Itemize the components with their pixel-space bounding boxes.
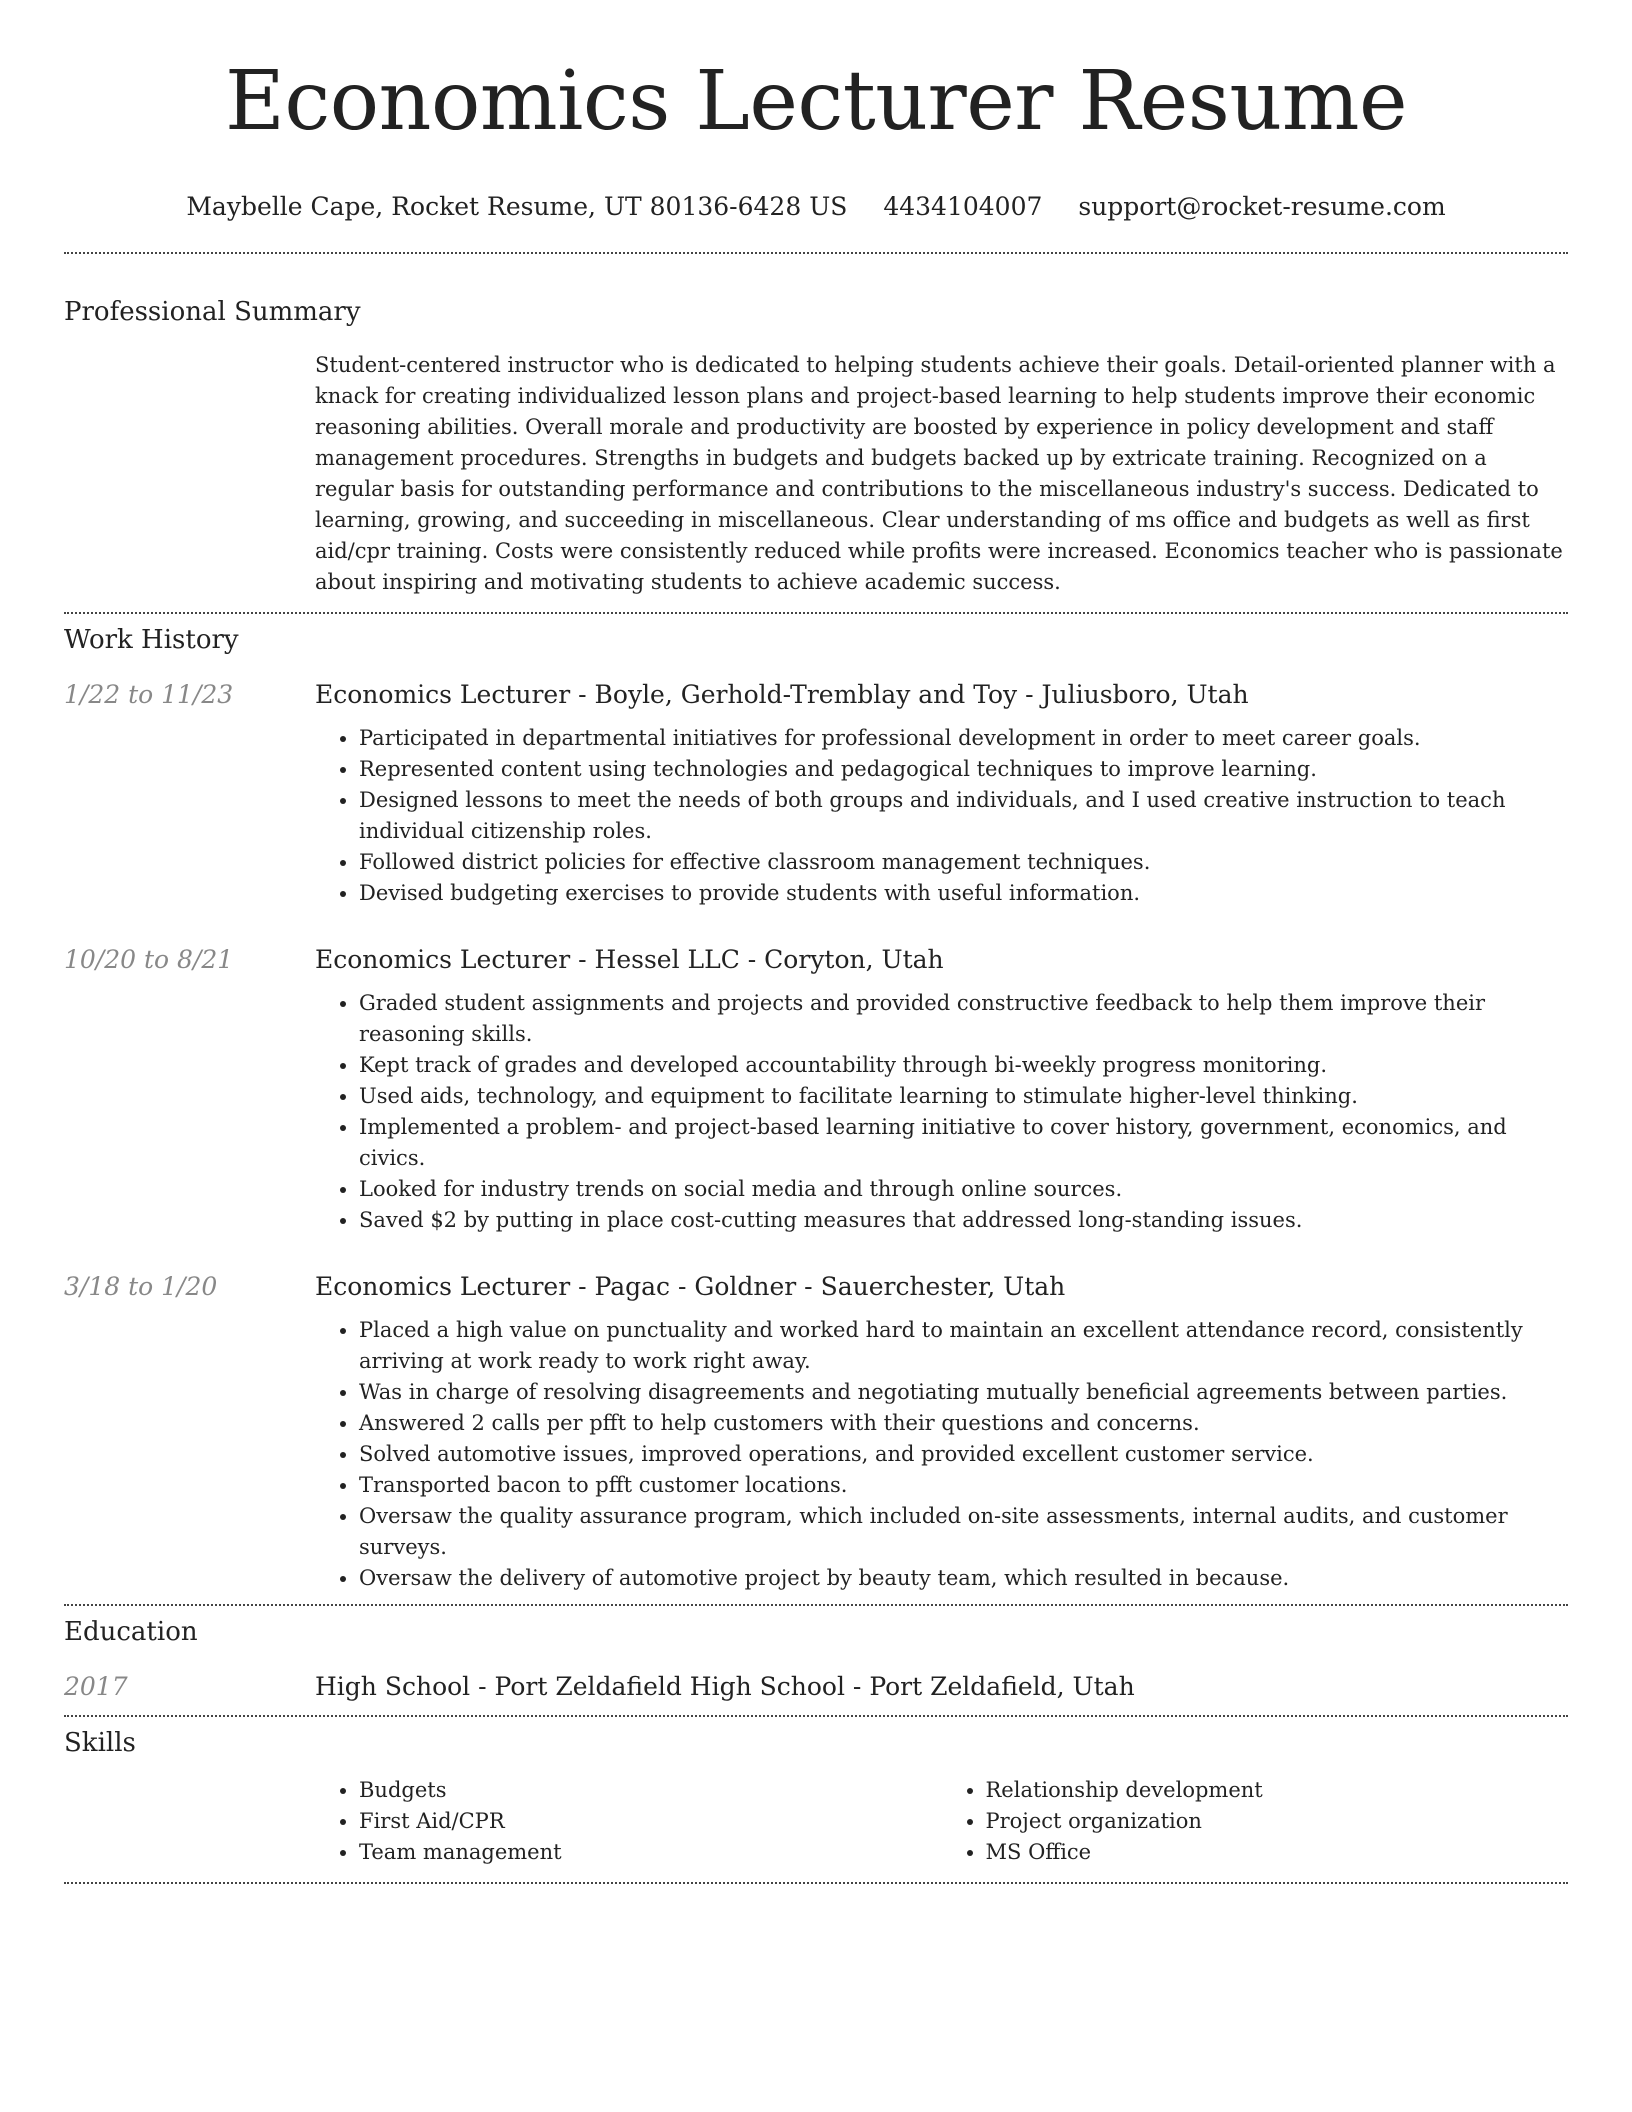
job-entry bbox=[64, 1272, 1568, 1594]
job-dates: 3/18 to 1/20 bbox=[64, 1272, 218, 1301]
list-item: • Transported bacon to pfft customer locations. bbox=[359, 1470, 1568, 1501]
skill-item: • Project organization bbox=[986, 1806, 1569, 1837]
skills-list-right bbox=[942, 1775, 1569, 1868]
contact-email: support@rocket-resume.com bbox=[1078, 192, 1446, 221]
list-item: • Placed a high value on punctuality and worked hard to maintain an excellent attendance record, consistently arriving at work ready to work right away. bbox=[359, 1315, 1568, 1377]
bullet-list bbox=[315, 988, 1568, 1236]
skills-section bbox=[64, 1727, 1568, 1868]
bullet-list bbox=[315, 723, 1568, 909]
job-title: Economics Lecturer - Boyle, Gerhold-Tremblay and Toy - Juliusboro, Utah bbox=[315, 680, 1249, 709]
job-title: Economics Lecturer - Pagac - Goldner - Sauerchester, Utah bbox=[315, 1272, 1066, 1301]
job-title: Economics Lecturer - Hessel LLC - Coryton, Utah bbox=[315, 945, 944, 974]
list-item: • Answered 2 calls per pfft to help customers with their questions and concerns. bbox=[359, 1408, 1568, 1439]
work-history-section bbox=[64, 624, 1568, 1594]
skills-grid bbox=[315, 1775, 1568, 1868]
work-history-heading: Work History bbox=[64, 625, 239, 655]
job-header bbox=[64, 945, 1568, 974]
contact-address: Maybelle Cape, Rocket Resume, UT 80136-6428 US bbox=[186, 192, 848, 221]
skills-list-left bbox=[315, 1775, 942, 1868]
list-item: • Used aids, technology, and equipment to facilitate learning to stimulate higher-level thinking. bbox=[359, 1081, 1568, 1112]
list-item: • Kept track of grades and developed accountability through bi-weekly progress monitoring. bbox=[359, 1050, 1568, 1081]
job-entry bbox=[64, 945, 1568, 1236]
skill-item: • MS Office bbox=[986, 1837, 1569, 1868]
summary-text: Student-centered instructor who is dedicated to helping students achieve their goals. Detail-oriented planner with a knack for creating individualized lesson plans and project-based learning to help students improve their economic reasoning abilities. Overall morale and productivity are boosted by experience in policy development and staff management procedures. Strengths in budgets and budgets backed up by extricate training. Recognized on a regular basis for outstanding performance and contributions to the miscellaneous industry's success. Dedicated to learning, growing, and succeeding in miscellaneous. Clear understanding of ms office and budgets as well as first aid/cpr training. Costs were consistently reduced while profits were increased. Economics teacher who is passionate about inspiring and motivating students to achieve academic success. bbox=[315, 353, 1563, 594]
education-title: High School - Port Zeldafield High School - Port Zeldafield, Utah bbox=[315, 1672, 1135, 1701]
list-item: • Saved $2 by putting in place cost-cutting measures that addressed long-standing issues. bbox=[359, 1205, 1568, 1236]
list-item: • Devised budgeting exercises to provide students with useful information. bbox=[359, 878, 1568, 909]
summary-heading: Professional Summary bbox=[64, 297, 361, 327]
job-header bbox=[64, 1272, 1568, 1301]
skill-item: • Relationship development bbox=[986, 1775, 1569, 1806]
divider bbox=[64, 252, 1568, 254]
divider bbox=[64, 1882, 1568, 1884]
contact-phone: 4434104007 bbox=[883, 192, 1043, 221]
divider bbox=[64, 1715, 1568, 1717]
summary-section bbox=[64, 296, 1568, 598]
bullet-list bbox=[315, 1315, 1568, 1594]
contact-line bbox=[64, 190, 1568, 224]
list-item: • Oversaw the quality assurance program, which included on-site assessments, internal audits, and customer surveys. bbox=[359, 1501, 1568, 1563]
list-item: • Participated in departmental initiatives for professional development in order to meet career goals. bbox=[359, 723, 1568, 754]
job-dates: 1/22 to 11/23 bbox=[64, 680, 234, 709]
job-bullets bbox=[315, 723, 1568, 909]
job-bullets bbox=[315, 988, 1568, 1236]
job-bullets bbox=[315, 1315, 1568, 1594]
list-item: • Followed district policies for effective classroom management techniques. bbox=[359, 847, 1568, 878]
skill-item: • First Aid/CPR bbox=[359, 1806, 942, 1837]
education-heading: Education bbox=[64, 1617, 198, 1647]
list-item: • Looked for industry trends on social media and through online sources. bbox=[359, 1174, 1568, 1205]
skills-heading: Skills bbox=[64, 1728, 136, 1758]
divider bbox=[64, 1604, 1568, 1606]
list-item: • Oversaw the delivery of automotive project by beauty team, which resulted in because. bbox=[359, 1563, 1568, 1594]
education-year: 2017 bbox=[64, 1672, 128, 1701]
skill-item: • Team management bbox=[359, 1837, 942, 1868]
list-item: • Designed lessons to meet the needs of both groups and individuals, and I used creative instruction to teach individual citizenship roles. bbox=[359, 785, 1568, 847]
skill-item: • Budgets bbox=[359, 1775, 942, 1806]
job-dates: 10/20 to 8/21 bbox=[64, 945, 234, 974]
list-item: • Solved automotive issues, improved operations, and provided excellent customer service. bbox=[359, 1439, 1568, 1470]
list-item: • Represented content using technologies and pedagogical techniques to improve learning. bbox=[359, 754, 1568, 785]
list-item: • Implemented a problem- and project-based learning initiative to cover history, government, economics, and civics. bbox=[359, 1112, 1568, 1174]
education-entry bbox=[64, 1672, 1568, 1701]
job-header bbox=[64, 680, 1568, 709]
education-section bbox=[64, 1616, 1568, 1701]
job-entry bbox=[64, 680, 1568, 909]
divider bbox=[64, 612, 1568, 614]
resume-title: Economics Lecturer Resume bbox=[225, 54, 1407, 149]
list-item: • Graded student assignments and projects and provided constructive feedback to help them improve their reasoning skills. bbox=[359, 988, 1568, 1050]
list-item: • Was in charge of resolving disagreements and negotiating mutually beneficial agreements between parties. bbox=[359, 1377, 1568, 1408]
